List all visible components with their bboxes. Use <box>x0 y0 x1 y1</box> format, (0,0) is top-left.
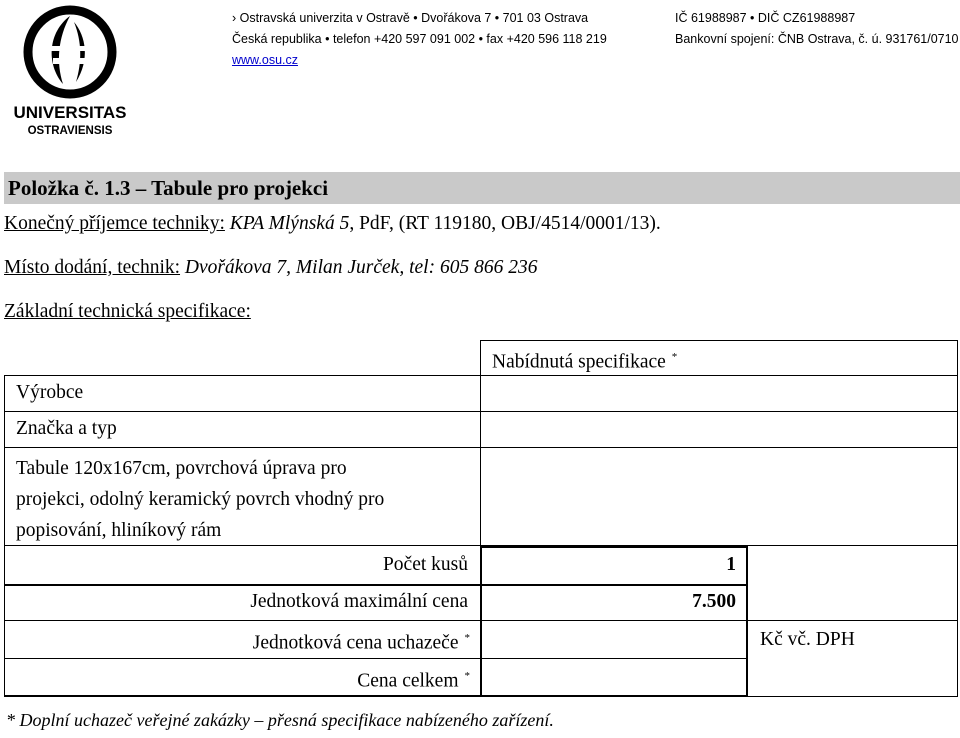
offered-spec-header: Nabídnutá specifikace * <box>492 351 678 373</box>
recipient-label: Konečný příjemce techniky: <box>4 213 225 234</box>
header-bank-line: Bankovní spojení: ČNB Ostrava, č. ú. 931761/0710 <box>675 32 959 46</box>
footnote: * Doplní uchazeč veřejné zakázky – přesná specifikace nabízeného zařízení. <box>6 710 554 730</box>
delivery-label: Místo dodání, technik: <box>4 257 181 278</box>
logo-subname: OSTRAVIENSIS <box>27 125 113 137</box>
university-emblem-icon <box>8 2 133 137</box>
manufacturer-label: Výrobce <box>16 382 84 403</box>
header-phone-line: Česká republika • telefon +420 597 091 002 • fax +420 596 118 219 <box>232 32 607 46</box>
recipient-value: , PdF, (RT 119180, OBJ/4514/0001/13). <box>349 213 661 234</box>
currency-note: Kč vč. DPH <box>760 629 855 650</box>
website-link[interactable]: www.osu.cz <box>232 53 298 67</box>
header-contact-right <box>675 8 959 50</box>
logo-name: UNIVERSITAS <box>13 103 127 122</box>
brand-type-label: Značka a typ <box>16 418 117 439</box>
recipient-value-italic: KPA Mlýnská 5 <box>229 213 350 234</box>
item-title: Položka č. 1.3 – Tabule pro projekci <box>8 176 329 200</box>
header-address-line: › Ostravská univerzita v Ostravě • Dvořákova 7 • 701 03 Ostrava <box>232 11 589 25</box>
university-logo <box>8 2 133 137</box>
quantity-label: Počet kusů <box>382 554 468 575</box>
quantity-value: 1 <box>726 554 736 575</box>
recipient-line <box>4 212 661 236</box>
header-ico-line: IČ 61988987 • DIČ CZ61988987 <box>675 11 856 25</box>
delivery-value: Dvořákova 7, Milan Jurček, tel: 605 866 236 <box>184 257 538 278</box>
unit-price-label: Jednotková cena uchazeče * <box>252 632 470 654</box>
max-price-label: Jednotková maximální cena <box>250 591 468 612</box>
item-description: Tabule 120x167cm, povrchová úprava pro projekci, odolný keramický povrch vhodný pro popisování, hliníkový rám <box>16 458 385 541</box>
spec-label: Základní technická specifikace: <box>4 301 251 322</box>
delivery-line <box>4 256 537 280</box>
max-price-value: 7.500 <box>692 591 736 612</box>
total-price-label: Cena celkem * <box>357 670 470 692</box>
header-contact-left <box>232 8 607 71</box>
